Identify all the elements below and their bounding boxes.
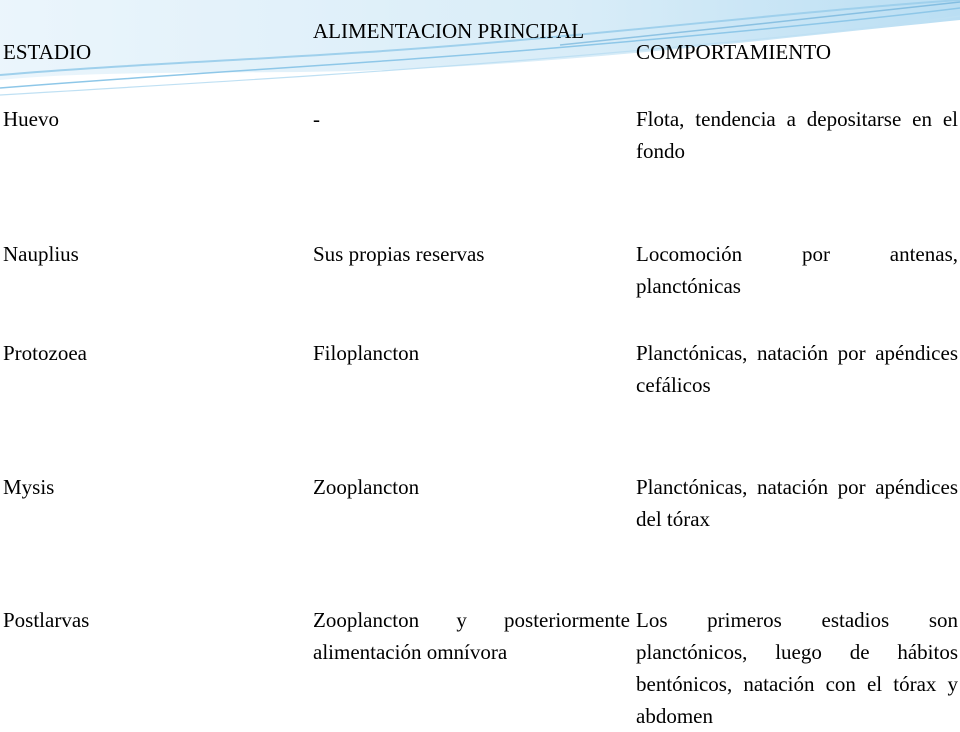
header-estadio: ESTADIO — [3, 40, 92, 64]
row-postlarvas-comportamiento: Los primeros estadios son planctónicos, luego de hábitos bentónicos, natación con el tórax y abdomen — [636, 608, 958, 728]
row-mysis-estadio: Mysis — [3, 475, 55, 499]
header-alimentacion: ALIMENTACION PRINCIPAL — [313, 19, 585, 43]
row-nauplius-comportamiento: Locomoción por antenas, planctónicas — [636, 242, 958, 298]
row-huevo-estadio: Huevo — [3, 107, 59, 131]
row-protozoea-estadio: Protozoea — [3, 341, 87, 365]
row-nauplius-estadio: Nauplius — [3, 242, 79, 266]
row-nauplius-alimentacion: Sus propias reservas — [313, 242, 485, 266]
header-comportamiento: COMPORTAMIENTO — [636, 40, 832, 64]
row-protozoea-alimentacion: Filoplancton — [313, 341, 420, 365]
row-postlarvas-alimentacion: Zooplancton y posteriormente alimentación omnívora — [313, 608, 630, 664]
row-postlarvas-estadio: Postlarvas — [3, 608, 90, 632]
row-mysis-comportamiento: Planctónicas, natación por apéndices del tórax — [636, 475, 958, 531]
row-huevo-comportamiento: Flota, tendencia a depositarse en el fondo — [636, 107, 958, 163]
row-protozoea-comportamiento: Planctónicas, natación por apéndices cefálicos — [636, 341, 958, 397]
row-mysis-alimentacion: Zooplancton — [313, 475, 420, 499]
row-huevo-alimentacion: - — [313, 107, 320, 131]
